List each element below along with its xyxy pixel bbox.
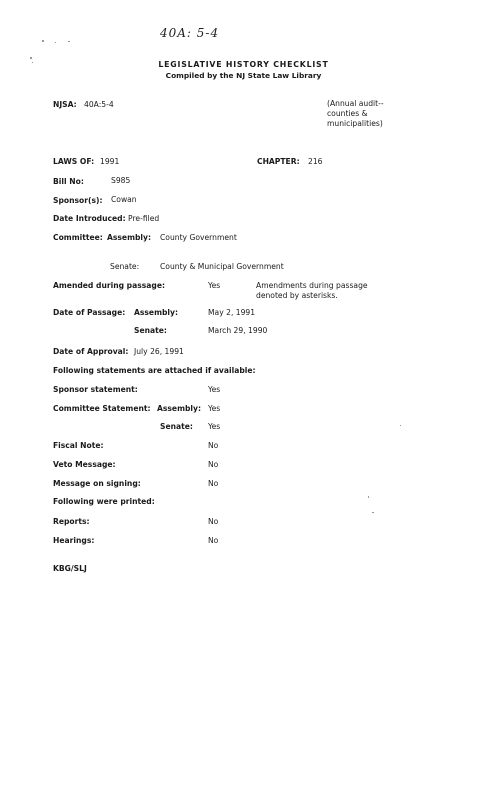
veto-message-value: No [208, 460, 219, 469]
handwritten-citation: 40A: 5-4 [160, 26, 220, 40]
scan-speck [42, 40, 44, 42]
committee-assembly-label: Assembly: [107, 233, 152, 242]
fiscal-note-label: Fiscal Note: [53, 441, 104, 450]
bill-label: Bill No: [53, 177, 84, 186]
sponsors-label: Sponsor(s): [53, 196, 103, 205]
chapter-value: 216 [308, 157, 323, 166]
fiscal-note-value: No [208, 441, 219, 450]
scan-speck [400, 425, 401, 426]
scan-speck [55, 42, 56, 43]
njsa-note-line: (Annual audit-- [327, 99, 384, 108]
chapter-label: CHAPTER: [257, 157, 300, 166]
committee-senate-label: Senate: [110, 262, 140, 271]
passage-assembly-value: May 2, 1991 [208, 308, 256, 317]
laws-value: 1991 [100, 157, 120, 166]
approval-value: July 26, 1991 [134, 347, 184, 356]
passage-assembly-label: Assembly: [134, 308, 179, 317]
date-introduced-value: Pre-filed [128, 214, 160, 223]
document-title: LEGISLATIVE HISTORY CHECKLIST [158, 60, 329, 69]
committee-assembly-value: County Government [160, 233, 237, 242]
njsa-note-line: counties & [327, 109, 368, 118]
message-on-signing-label: Message on signing: [53, 479, 141, 488]
scan-speck [68, 41, 70, 42]
initials: KBG/SLJ [53, 564, 87, 573]
printed-heading: Following were printed: [53, 497, 155, 506]
passage-senate-value: March 29, 1990 [208, 326, 268, 335]
njsa-value: 40A:5-4 [84, 100, 114, 109]
amended-note [256, 281, 368, 301]
passage-label: Date of Passage: [53, 308, 126, 317]
reports-label: Reports: [53, 517, 90, 526]
message-on-signing-value: No [208, 479, 219, 488]
laws-label: LAWS OF: [53, 157, 95, 166]
amended-note-line: Amendments during passage [256, 281, 368, 290]
sponsor-statement-value: Yes [208, 385, 221, 394]
njsa-label: NJSA: [53, 100, 77, 109]
committee-statement-senate-label: Senate: [160, 422, 193, 431]
hearings-label: Hearings: [53, 536, 95, 545]
committee-statement-assembly-label: Assembly: [157, 404, 202, 413]
reports-value: No [208, 517, 219, 526]
date-introduced-label: Date Introduced: [53, 214, 126, 223]
amended-note-line: denoted by asterisks. [256, 291, 338, 300]
njsa-note [327, 99, 384, 129]
approval-label: Date of Approval: [53, 347, 129, 356]
scan-speck [372, 512, 374, 513]
sponsor-statement-label: Sponsor statement: [53, 385, 138, 394]
scan-speck [368, 496, 369, 498]
committee-statement-assembly-value: Yes [208, 404, 221, 413]
document-subtitle: Compiled by the NJ State Law Library [165, 71, 322, 80]
committee-statement-senate-value: Yes [208, 422, 221, 431]
committee-senate-value: County & Municipal Government [160, 262, 284, 271]
veto-message-label: Veto Message: [53, 460, 116, 469]
committee-label: Committee: [53, 233, 103, 242]
bill-value: S985 [111, 176, 131, 185]
scan-speck [30, 57, 32, 59]
amended-label: Amended during passage: [53, 281, 166, 290]
hearings-value: No [208, 536, 219, 545]
passage-senate-label: Senate: [134, 326, 167, 335]
sponsors-value: Cowan [111, 195, 137, 204]
amended-value: Yes [208, 281, 221, 290]
attached-heading: Following statements are attached if available: [53, 366, 256, 375]
njsa-note-line: municipalities) [327, 119, 383, 128]
committee-statement-label: Committee Statement: [53, 404, 151, 413]
